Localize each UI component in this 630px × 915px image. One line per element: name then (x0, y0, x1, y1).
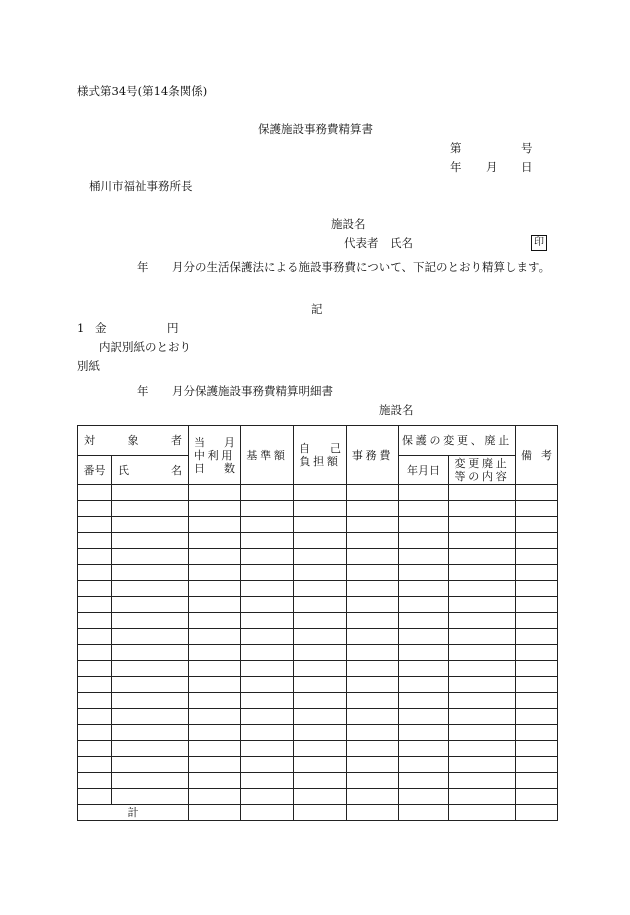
table-cell (399, 773, 449, 789)
table-cell (241, 741, 294, 757)
remarks-header: 備 考 (516, 426, 558, 485)
table-row (78, 757, 558, 773)
table-cell (347, 549, 399, 565)
table-cell (78, 613, 112, 629)
total-cell (189, 805, 241, 821)
table-cell (294, 597, 347, 613)
change-header: 保護の変更、廃止 (399, 426, 516, 456)
table-cell (112, 533, 189, 549)
table-cell (112, 773, 189, 789)
table-cell (347, 629, 399, 645)
table-cell (112, 693, 189, 709)
table-cell (516, 565, 558, 581)
table-cell (78, 773, 112, 789)
number-go: 号 (521, 141, 533, 155)
table-cell (189, 709, 241, 725)
change-content-header: 変更廃止 等の内容 (449, 456, 516, 485)
table-cell (516, 693, 558, 709)
table-cell (399, 565, 449, 581)
table-cell (241, 597, 294, 613)
table-cell (294, 677, 347, 693)
table-cell (189, 597, 241, 613)
table-cell (78, 517, 112, 533)
date-day: 日 (521, 160, 533, 174)
table-cell (189, 501, 241, 517)
body-text: 月分の生活保護法による施設事務費について、下記のとおり精算します。 (172, 260, 551, 274)
table-cell (189, 773, 241, 789)
table-cell (241, 693, 294, 709)
table-cell (241, 613, 294, 629)
table-cell (189, 629, 241, 645)
table-cell (112, 597, 189, 613)
table-row (78, 485, 558, 501)
table-cell (241, 501, 294, 517)
table-cell (78, 485, 112, 501)
total-cell (347, 805, 399, 821)
table-cell (347, 677, 399, 693)
table-cell (112, 629, 189, 645)
table-cell (449, 661, 516, 677)
total-label: 計 (78, 805, 189, 821)
table-cell (112, 581, 189, 597)
table-cell (516, 677, 558, 693)
table-cell (112, 677, 189, 693)
table-cell (449, 709, 516, 725)
table-cell (189, 485, 241, 501)
table-cell (241, 629, 294, 645)
table-cell (516, 613, 558, 629)
representative-role: 代表者 (344, 236, 379, 250)
table-cell (399, 549, 449, 565)
table-cell (347, 613, 399, 629)
table-cell (241, 645, 294, 661)
table-cell (347, 581, 399, 597)
table-row (78, 565, 558, 581)
facility-label: 施設名 (331, 217, 366, 231)
table-cell (241, 533, 294, 549)
table-cell (449, 597, 516, 613)
table-cell (78, 501, 112, 517)
document-title: 保護施設事務費精算書 (258, 122, 373, 136)
table-cell (241, 757, 294, 773)
table-row (78, 629, 558, 645)
table-cell (449, 741, 516, 757)
table-cell (189, 677, 241, 693)
table-cell (399, 629, 449, 645)
table-cell (294, 789, 347, 805)
table-cell (449, 581, 516, 597)
table-cell (516, 725, 558, 741)
table-cell (78, 549, 112, 565)
table-cell (78, 645, 112, 661)
table-cell (399, 661, 449, 677)
total-cell (449, 805, 516, 821)
table-row (78, 613, 558, 629)
number-dai: 第 (450, 141, 462, 155)
table-cell (449, 517, 516, 533)
date-year: 年 (450, 160, 462, 174)
table-cell (516, 533, 558, 549)
table-cell (399, 501, 449, 517)
table-row (78, 549, 558, 565)
table-cell (449, 485, 516, 501)
table-cell (78, 565, 112, 581)
table-cell (78, 677, 112, 693)
table-cell (516, 597, 558, 613)
table-cell (189, 693, 241, 709)
table-cell (78, 581, 112, 597)
detail-table (77, 425, 558, 821)
table-cell (78, 789, 112, 805)
change-date-header: 年月日 (399, 456, 449, 485)
table-cell (189, 741, 241, 757)
table-cell (347, 517, 399, 533)
table-cell (189, 517, 241, 533)
table-cell (347, 757, 399, 773)
table-cell (112, 709, 189, 725)
table-cell (294, 501, 347, 517)
table-cell (241, 485, 294, 501)
table-cell (516, 549, 558, 565)
table-cell (449, 757, 516, 773)
table-cell (78, 533, 112, 549)
table-row (78, 645, 558, 661)
table-cell (449, 629, 516, 645)
table-cell (399, 597, 449, 613)
table-cell (78, 741, 112, 757)
table-cell (294, 581, 347, 597)
table-cell (189, 581, 241, 597)
total-cell (241, 805, 294, 821)
table-cell (112, 517, 189, 533)
table-cell (294, 757, 347, 773)
table-cell (294, 661, 347, 677)
table-row (78, 789, 558, 805)
table-cell (399, 485, 449, 501)
table-cell (294, 645, 347, 661)
number-header: 番号 (78, 456, 112, 485)
table-cell (449, 549, 516, 565)
table-row (78, 581, 558, 597)
table-cell (112, 661, 189, 677)
table-cell (241, 565, 294, 581)
table-cell (449, 773, 516, 789)
table-cell (347, 485, 399, 501)
table-cell (294, 741, 347, 757)
ki-label: 記 (311, 302, 323, 316)
table-row (78, 741, 558, 757)
table-cell (112, 645, 189, 661)
table-cell (78, 709, 112, 725)
office-cost-header: 事務費 (347, 426, 399, 485)
table-cell (399, 757, 449, 773)
table-cell (449, 613, 516, 629)
table-cell (516, 661, 558, 677)
table-cell (78, 661, 112, 677)
table-cell (399, 613, 449, 629)
table-row (78, 677, 558, 693)
table-cell (294, 549, 347, 565)
table-cell (189, 725, 241, 741)
table-cell (399, 517, 449, 533)
table-cell (78, 757, 112, 773)
table-cell (112, 789, 189, 805)
table-cell (112, 549, 189, 565)
table-cell (347, 597, 399, 613)
form-id: 様式第34号(第14条関係) (77, 84, 208, 98)
table-cell (399, 677, 449, 693)
body-year: 年 (137, 260, 149, 274)
date-month: 月 (486, 160, 498, 174)
table-cell (294, 709, 347, 725)
table-cell (112, 613, 189, 629)
table-cell (449, 677, 516, 693)
table-cell (399, 741, 449, 757)
table-cell (78, 597, 112, 613)
detail-title: 月分保護施設事務費精算明細書 (172, 384, 333, 398)
table-cell (399, 645, 449, 661)
table-cell (189, 533, 241, 549)
table-cell (516, 485, 558, 501)
table-row (78, 709, 558, 725)
table-cell (78, 693, 112, 709)
table-row (78, 773, 558, 789)
table-cell (516, 773, 558, 789)
table-cell (294, 693, 347, 709)
table-cell (112, 485, 189, 501)
subject-header: 対 象 者 (78, 426, 189, 456)
table-cell (347, 709, 399, 725)
table-cell (449, 565, 516, 581)
table-cell (112, 725, 189, 741)
table-cell (347, 773, 399, 789)
table-cell (241, 677, 294, 693)
table-cell (294, 485, 347, 501)
detail-facility-label: 施設名 (379, 403, 414, 417)
table-cell (294, 613, 347, 629)
table-cell (112, 741, 189, 757)
table-cell (347, 789, 399, 805)
table-cell (189, 789, 241, 805)
table-cell (241, 773, 294, 789)
table-cell (399, 533, 449, 549)
table-row (78, 661, 558, 677)
table-cell (516, 741, 558, 757)
table-cell (399, 789, 449, 805)
representative-name-label: 氏名 (390, 236, 413, 250)
table-row (78, 725, 558, 741)
base-amount-header: 基準額 (241, 426, 294, 485)
attachment-label: 別紙 (77, 359, 100, 373)
table-cell (112, 565, 189, 581)
item1-kin: 金 (95, 321, 107, 335)
table-cell (294, 629, 347, 645)
table-cell (449, 645, 516, 661)
table-cell (449, 501, 516, 517)
table-cell (516, 581, 558, 597)
table-cell (112, 501, 189, 517)
table-cell (241, 549, 294, 565)
table-cell (347, 501, 399, 517)
table-cell (449, 533, 516, 549)
table-cell (449, 789, 516, 805)
table-cell (399, 581, 449, 597)
detail-year: 年 (137, 384, 149, 398)
table-cell (347, 725, 399, 741)
table-cell (294, 725, 347, 741)
table-cell (399, 693, 449, 709)
table-cell (347, 693, 399, 709)
table-cell (189, 757, 241, 773)
item1-number: 1 (77, 321, 85, 335)
total-cell (294, 805, 347, 821)
table-cell (241, 661, 294, 677)
table-cell (516, 517, 558, 533)
table-row (78, 517, 558, 533)
table-cell (112, 757, 189, 773)
table-cell (399, 709, 449, 725)
table-row (78, 597, 558, 613)
table-cell (78, 725, 112, 741)
addressee: 桶川市福祉事務所長 (89, 179, 193, 193)
table-cell (516, 757, 558, 773)
total-cell (516, 805, 558, 821)
table-cell (241, 517, 294, 533)
table-cell (516, 501, 558, 517)
table-cell (516, 629, 558, 645)
seal-mark: 印 (531, 235, 547, 251)
table-cell (399, 725, 449, 741)
table-cell (189, 613, 241, 629)
table-cell (294, 533, 347, 549)
table-cell (189, 549, 241, 565)
table-body (78, 485, 558, 805)
table-cell (189, 661, 241, 677)
table-cell (189, 565, 241, 581)
usage-days-header: 当 月 中利用 日 数 (189, 426, 241, 485)
table-cell (347, 741, 399, 757)
table-cell (294, 517, 347, 533)
table-cell (516, 789, 558, 805)
table-cell (294, 773, 347, 789)
table-cell (241, 789, 294, 805)
table-cell (241, 725, 294, 741)
item1-en: 円 (167, 321, 179, 335)
self-burden-header: 自 己 負担額 (294, 426, 347, 485)
total-cell (399, 805, 449, 821)
name-header: 氏 名 (112, 456, 189, 485)
table-cell (241, 709, 294, 725)
table-row (78, 533, 558, 549)
table-cell (347, 661, 399, 677)
table-cell (294, 565, 347, 581)
table-cell (449, 725, 516, 741)
table-cell (516, 645, 558, 661)
breakdown-note: 内訳別紙のとおり (99, 340, 191, 354)
table-cell (347, 645, 399, 661)
table-cell (516, 709, 558, 725)
table-row (78, 501, 558, 517)
table-cell (78, 629, 112, 645)
table-cell (347, 533, 399, 549)
table-cell (347, 565, 399, 581)
table-cell (241, 581, 294, 597)
table-cell (189, 645, 241, 661)
table-row (78, 693, 558, 709)
table-cell (449, 693, 516, 709)
